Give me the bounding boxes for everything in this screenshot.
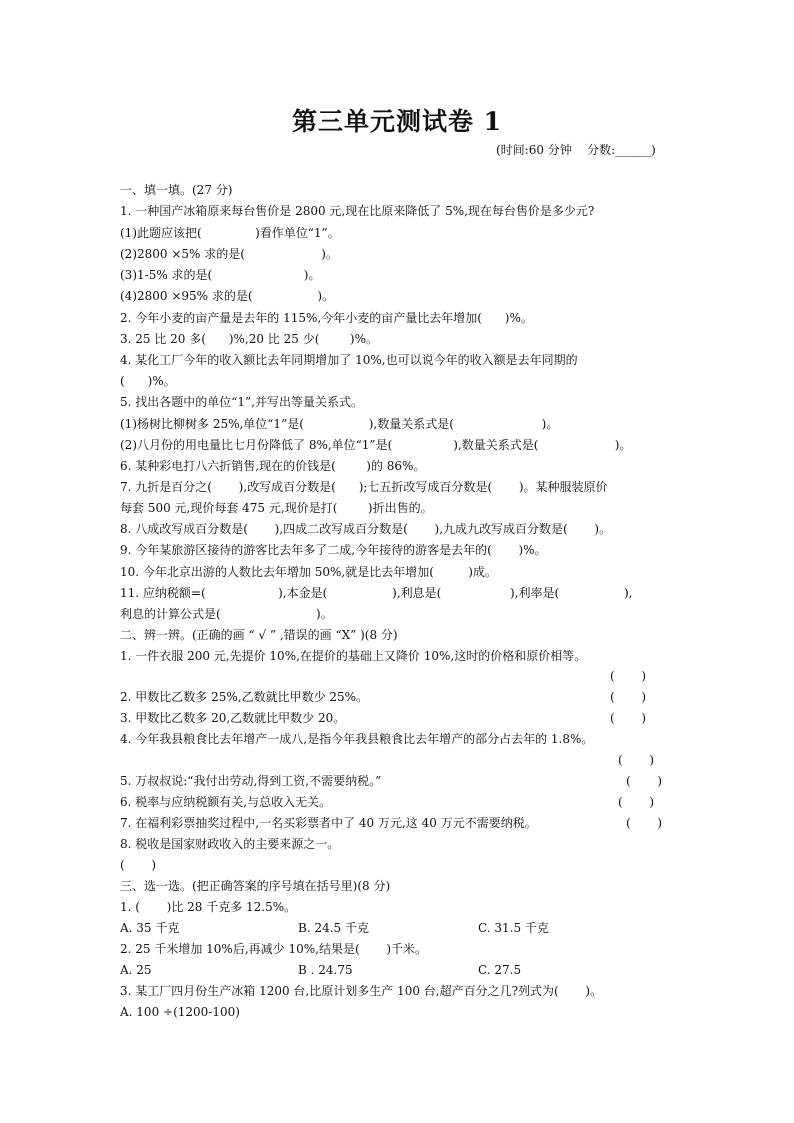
s3-question: 2. 25 千米增加 10%后,再减少 10%,结果是( )千米。 [120,942,428,956]
s2-line: 2. 甲数比乙数多 25%,乙数就比甲数少 25%。 [120,690,369,704]
s1-line: ( )%。 [120,374,176,388]
option-a: A. 100 ÷(1200-100) [120,1005,240,1019]
option-a: A. 35 千克 [120,921,180,935]
s1-line: 9. 今年某旅游区接待的游客比去年多了二成,今年接待的游客是去年的( )%。 [120,543,547,557]
s1-line: 11. 应纳税额=( ),本金是( ),利息是( ),利率是( ), [120,586,633,600]
answer-paren: ( ) [610,711,647,725]
answer-paren: ( ) [618,753,655,767]
s2-line: 5. 万叔叔说:“我付出劳动,得到工资,不需要纳税。” [120,774,382,788]
s1-line: 2. 今年小麦的亩产量是去年的 115%,今年小麦的亩产量比去年增加( )%。 [120,311,533,325]
section-1-header: 一、填一填。(27 分) [120,183,233,197]
s2-line: 7. 在福利彩票抽奖过程中,一名买彩票者中了 40 万元,这 40 万元不需要纳税。 [120,816,537,830]
s1-line: 8. 八成改写成百分数是( ),四成二改写成百分数是( ),九成九改写成百分数是( )。 [120,522,612,536]
answer-paren: ( ) [626,774,663,788]
s1-line: 4. 某化工厂今年的收入额比去年同期增加了 10%,也可以说今年的收入额是去年同期的 [120,353,578,367]
answer-paren: ( ) [618,795,655,809]
s1-line: (2)八月份的用电量比七月份降低了 8%,单位“1”是( ),数量关系式是( )。 [120,438,632,452]
option-b: B . 24.75 [298,963,353,977]
option-c: C. 31.5 千克 [478,921,549,935]
s1-line: (4)2800 ×95% 求的是( )。 [120,289,335,303]
answer-paren: ( ) [610,669,647,683]
answer-paren: ( ) [610,690,647,704]
s1-line: 10. 今年北京出游的人数比去年增加 50%,就是比去年增加( )成。 [120,565,497,579]
time-score-line: (时间:60 分钟 分数:______) [496,143,656,157]
s1-line: 6. 某种彩电打八六折销售,现在的价钱是( )的 86%。 [120,459,426,473]
s1-line: (3)1-5% 求的是( )。 [120,268,321,282]
s2-line: 1. 一件衣服 200 元,先提价 10%,在提价的基础上又降价 10%,这时的价格和原价相等。 [120,649,587,663]
s1-line: 3. 25 比 20 多( )%,20 比 25 少( )%。 [120,332,378,346]
section-3-header: 三、选一选。(把正确答案的序号填在括号里)(8 分) [120,879,391,893]
s1-line: (1)杨树比柳树多 25%,单位“1”是( ),数量关系式是( )。 [120,417,559,431]
option-a: A. 25 [120,963,152,977]
option-b: B. 24.5 千克 [298,921,369,935]
s1-line: 利息的计算公式是( )。 [120,607,333,621]
s1-line: (2)2800 ×5% 求的是( )。 [120,247,338,261]
s3-question: 1. ( )比 28 千克多 12.5%。 [120,900,297,914]
s1-line: (1)此题应该把( )看作单位“1”。 [120,226,340,240]
s2-line: 3. 甲数比乙数多 20,乙数就比甲数少 20。 [120,711,346,725]
answer-paren: ( ) [120,858,157,872]
s2-line: 4. 今年我县粮食比去年增产一成八,是指今年我县粮食比去年增产的部分占去年的 1.8%。 [120,732,594,746]
s1-line: 每套 500 元,现价每套 475 元,现价是打( )折出售的。 [120,501,433,515]
option-c: C. 27.5 [478,963,522,977]
answer-paren: ( ) [626,816,663,830]
s3-question: 3. 某工厂四月份生产冰箱 1200 台,比原计划多生产 100 台,超产百分之几?列式为( )。 [120,984,603,998]
s2-line: 8. 税收是国家财政收入的主要来源之一。 [120,837,340,851]
section-2-header: 二、辨一辨。(正确的画 “ √ ” ,错误的画 “X” )(8 分) [120,628,398,642]
page-title: 第三单元测试卷 1 [291,107,503,136]
s1-line: 1. 一种国产冰箱原来每台售价是 2800 元,现在比原来降低了 5%,现在每台售价是多少元? [120,204,595,218]
s2-line: 6. 税率与应纳税额有关,与总收入无关。 [120,795,332,809]
s1-line: 7. 九折是百分之( ),改写成百分数是( );七五折改写成百分数是( )。某种服装原价 [120,480,608,494]
s1-line: 5. 找出各题中的单位“1”,并写出等量关系式。 [120,395,363,409]
